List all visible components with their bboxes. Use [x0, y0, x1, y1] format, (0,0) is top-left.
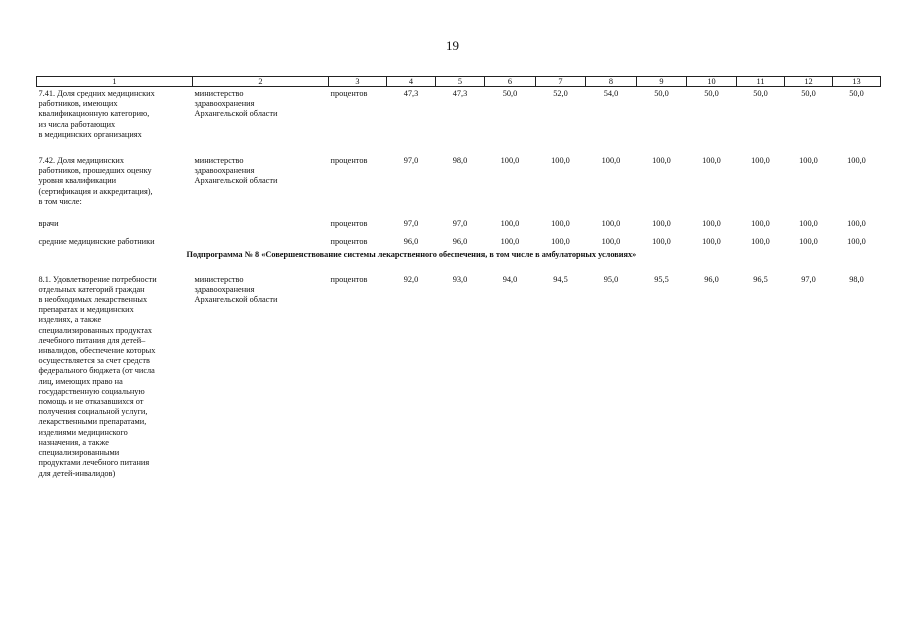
value-cell: 100,0 — [702, 219, 721, 229]
indicator-name-line: лечебного питания для детей– — [38, 335, 146, 345]
value-cell: 100,0 — [601, 237, 621, 247]
value-cell: 100,0 — [847, 219, 866, 229]
column-number: 2 — [193, 77, 329, 87]
column-number: 12 — [785, 77, 833, 87]
value-cell: 96,0 — [704, 274, 719, 284]
indicator-name-line: назначения, а также — [38, 437, 109, 447]
indicator-name-line: получения социальной услуги, — [38, 407, 148, 417]
unit-cell: процентов — [330, 89, 368, 98]
indicator-name-line: изделиях, а также — [38, 315, 102, 325]
column-number: 7 — [536, 77, 586, 87]
table-row — [37, 87, 881, 141]
responsible-org-line: министерство — [194, 274, 244, 284]
responsible-org-line: Архангельской области — [194, 295, 278, 305]
value-cell: 100,0 — [702, 237, 721, 247]
indicator-name-line: специализированных продуктах — [38, 325, 153, 335]
value-cell: 96,0 — [403, 237, 419, 247]
value-cell: 52,0 — [553, 89, 568, 98]
subprogram-row — [37, 247, 881, 260]
value-cell: 50,0 — [849, 89, 864, 98]
indicator-name-line: федерального бюджета (от числа — [38, 366, 155, 376]
value-cell: 100,0 — [500, 237, 520, 247]
indicator-name-line: препаратах и медицинских — [38, 305, 134, 315]
value-cell: 100,0 — [500, 219, 520, 229]
indicator-name-line: в медицинских организациях — [38, 129, 142, 139]
table-row — [37, 140, 881, 207]
value-cell: 47,3 — [452, 89, 468, 98]
indicator-name-line: средние медицинские работники — [38, 237, 155, 247]
indicator-name — [37, 207, 193, 229]
indicator-name — [37, 229, 193, 247]
indicator-name-line: работников, прошедших оценку — [38, 166, 152, 176]
value-cell: 98,0 — [849, 274, 864, 284]
column-number: 6 — [485, 77, 536, 87]
table-row — [37, 207, 881, 229]
indicator-name-line: осуществляется за счет средств — [38, 356, 150, 366]
responsible-org — [193, 87, 329, 141]
value-cell: 100,0 — [601, 156, 621, 166]
indicator-name-line: инвалидов, обеспечение которых — [38, 346, 156, 356]
column-number: 3 — [329, 77, 387, 87]
value-cell: 100,0 — [551, 237, 570, 247]
responsible-org — [193, 207, 329, 229]
value-cell: 94,5 — [553, 274, 568, 284]
column-number: 1 — [37, 77, 193, 87]
indicator-name-line: лиц, имеющих право на — [38, 376, 123, 386]
value-cell: 100,0 — [551, 219, 570, 229]
indicator-name-line: государственную социальную — [38, 386, 145, 396]
responsible-org — [193, 140, 329, 207]
table-row — [37, 261, 881, 479]
indicator-name-line: квалификационную категорию, — [38, 109, 150, 119]
value-cell: 100,0 — [601, 219, 621, 229]
column-number: 5 — [436, 77, 485, 87]
indicator-name-line: 8.1. Удовлетворение потребности — [38, 274, 157, 284]
value-cell: 54,0 — [603, 89, 619, 98]
indicator-name-line: врачи — [38, 219, 59, 229]
value-cell: 97,0 — [403, 219, 419, 229]
column-number: 10 — [687, 77, 737, 87]
value-cell: 100,0 — [799, 219, 818, 229]
value-cell: 47,3 — [403, 89, 419, 98]
column-number: 13 — [833, 77, 881, 87]
indicator-name — [37, 140, 193, 207]
indicator-name-line: в том числе: — [38, 196, 82, 206]
indicator-name-line: 7.41. Доля средних медицинских — [38, 89, 155, 98]
value-cell: 100,0 — [652, 237, 671, 247]
indicator-name-line: изделиями медицинского — [38, 427, 128, 437]
value-cell: 93,0 — [452, 274, 468, 284]
value-cell: 50,0 — [801, 89, 816, 98]
responsible-org-line: министерство — [194, 156, 244, 166]
value-cell: 50,0 — [502, 89, 518, 98]
indicator-name-line: продуктами лечебного питания — [38, 458, 150, 468]
value-cell: 100,0 — [751, 156, 770, 166]
responsible-org — [193, 261, 329, 479]
value-cell: 100,0 — [500, 156, 520, 166]
unit-cell: процентов — [330, 219, 368, 229]
unit-cell: процентов — [330, 156, 368, 166]
value-cell: 100,0 — [751, 237, 770, 247]
indicator-name-line: 7.42. Доля медицинских — [38, 156, 125, 166]
indicator-name — [37, 87, 193, 141]
value-cell: 100,0 — [799, 156, 818, 166]
value-cell: 50,0 — [753, 89, 768, 98]
subprogram-title: Подпрограмма № 8 «Совершенствование системы лекарственного обеспечения, в том числе в амбулаторных условиях» — [186, 250, 637, 260]
indicator-name-line: (сертификация и аккредитация), — [38, 186, 153, 196]
responsible-org — [193, 229, 329, 247]
value-cell: 95,0 — [603, 274, 619, 284]
indicator-name-line: для детей-инвалидов) — [38, 468, 116, 478]
value-cell: 96,0 — [452, 237, 468, 247]
value-cell: 100,0 — [652, 156, 671, 166]
indicator-name-line: лекарственными препаратами, — [38, 417, 147, 427]
column-number: 9 — [637, 77, 687, 87]
responsible-org-line: Архангельской области — [194, 109, 278, 119]
indicator-name-line: помощь и не отказавшихся от — [38, 397, 144, 407]
indicator-name — [37, 261, 193, 479]
indicator-name-line: специализированными — [38, 448, 120, 458]
column-number: 8 — [586, 77, 637, 87]
value-cell: 100,0 — [799, 237, 818, 247]
page-number: 19 — [446, 38, 459, 53]
responsible-org-line: министерство — [194, 89, 244, 98]
indicator-name-line: из числа работающих — [38, 119, 116, 129]
value-cell: 100,0 — [652, 219, 671, 229]
value-cell: 100,0 — [551, 156, 570, 166]
column-number-row — [37, 77, 881, 87]
value-cell: 100,0 — [847, 156, 866, 166]
unit-cell: процентов — [330, 237, 368, 247]
column-number: 11 — [737, 77, 785, 87]
value-cell: 50,0 — [654, 89, 669, 98]
column-number: 4 — [387, 77, 436, 87]
unit-cell: процентов — [330, 274, 368, 284]
responsible-org-line: Архангельской области — [194, 176, 278, 186]
value-cell: 97,0 — [403, 156, 419, 166]
indicator-name-line: отдельных категорий граждан — [38, 284, 145, 294]
value-cell: 95,5 — [654, 274, 669, 284]
value-cell: 100,0 — [847, 237, 866, 247]
responsible-org-line: здравоохранения — [194, 99, 255, 109]
value-cell: 100,0 — [702, 156, 721, 166]
value-cell: 97,0 — [452, 219, 468, 229]
table-row — [37, 229, 881, 247]
indicator-name-line: уровня квалификации — [38, 176, 117, 186]
value-cell: 92,0 — [403, 274, 419, 284]
value-cell: 98,0 — [452, 156, 468, 166]
value-cell: 100,0 — [751, 219, 770, 229]
responsible-org-line: здравоохранения — [194, 166, 255, 176]
value-cell: 96,5 — [753, 274, 768, 284]
indicator-table — [36, 76, 881, 479]
responsible-org-line: здравоохранения — [194, 284, 255, 294]
value-cell: 97,0 — [801, 274, 816, 284]
value-cell: 94,0 — [502, 274, 518, 284]
indicator-name-line: в необходимых лекарственных — [38, 295, 148, 305]
value-cell: 50,0 — [704, 89, 719, 98]
indicator-name-line: работников, имеющих — [38, 99, 118, 109]
